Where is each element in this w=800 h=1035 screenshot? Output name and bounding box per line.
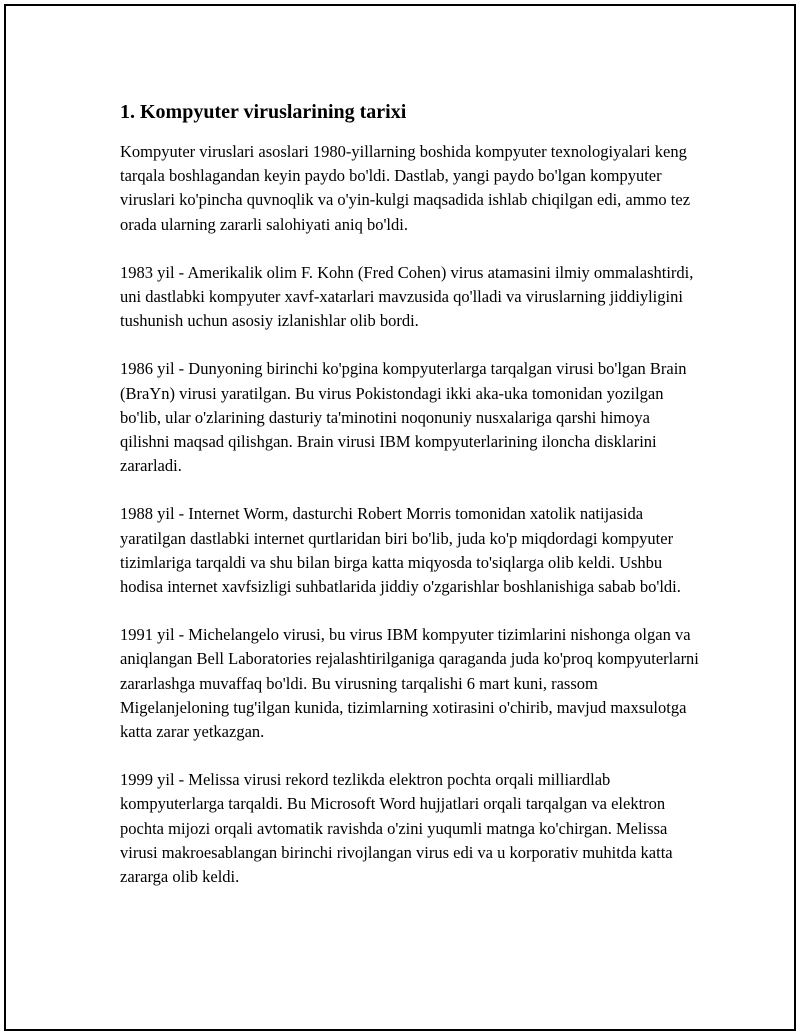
section-heading: 1. Kompyuter viruslarining tarixi (120, 101, 407, 123)
paragraph-1983: 1983 yil - Amerikalik olim F. Kohn (Fred Cohen) virus atamasini ilmiy ommalashtirdi, uni dastlabki kompyuter xavf-xatarlari mavzusida qo'lladi va viruslarning jiddiyligini tushunish uchun asosiy izlanishlar olib bordi. (120, 262, 694, 331)
paragraph-1988: 1988 yil - Internet Worm, dasturchi Robert Morris tomonidan xatolik natijasida yaratilgan dastlabki internet qurtlaridan biri bo'lib, juda ko'p miqdordagi kompyuter tizimlariga tarqaldi va shu bilan birga katta miqyosda to'siqlarga olib keldi. Ushbu hodisa internet xavfsizligi suhbatlarida jiddiy o'zgarishlar boshlanishiga sabab bo'ldi. (120, 504, 681, 597)
page-frame (4, 4, 796, 1031)
paragraph-1991: 1991 yil - Michelangelo virusi, bu virus IBM kompyuter tizimlarini nishonga olgan va aniqlangan Bell Laboratories rejalashtirilganiga qaraganda juda ko'proq kompyuterlarni zararlashga muvaffaq bo'ldi. Bu virusning tarqalishi 6 mart kuni, rassom Migelanjeloning tug'ilgan kunida, tizimlarning xotirasini o'chirib, mavjud maxsulotga katta zarar yetkazgan. (120, 625, 699, 742)
paragraph-1999: 1999 yil - Melissa virusi rekord tezlikda elektron pochta orqali milliardlab kompyuterlarga tarqaldi. Bu Microsoft Word hujjatlari orqali tarqalgan va elektron pochta mijozi orqali avtomatik ravishda o'zini yuqumli matnga ko'chirgan. Melissa virusi makroesablangan birinchi rivojlangan virus edi va u korporativ muhitda katta zararga olib keldi. (120, 770, 673, 887)
document-body (120, 98, 700, 913)
intro-paragraph: Kompyuter viruslari asoslari 1980-yillarning boshida kompyuter texnologiyalari keng tarqala boshlagandan keyin paydo bo'ldi. Dastlab, yangi paydo bo'lgan kompyuter viruslari ko'pincha quvnoqlik va o'yin-kulgi maqsadida ishlab chiqilgan edi, ammo tez orada ularning zararli salohiyati aniq bo'ldi. (120, 142, 691, 234)
paragraph-1986: 1986 yil - Dunyoning birinchi ko'pgina kompyuterlarga tarqalgan virusi bo'lgan Brain (BraYn) virusi yaratilgan. Bu virus Pokistondagi ikki aka-uka tomonidan yozilgan bo'lib, ular o'zlarining dasturiy ta'minotini noqonuniy nusxalariga qarshi himoya qilishni maqsad qilishgan. Brain virusi IBM kompyuterlarining ilonchа disklarini zararladi. (120, 359, 687, 476)
